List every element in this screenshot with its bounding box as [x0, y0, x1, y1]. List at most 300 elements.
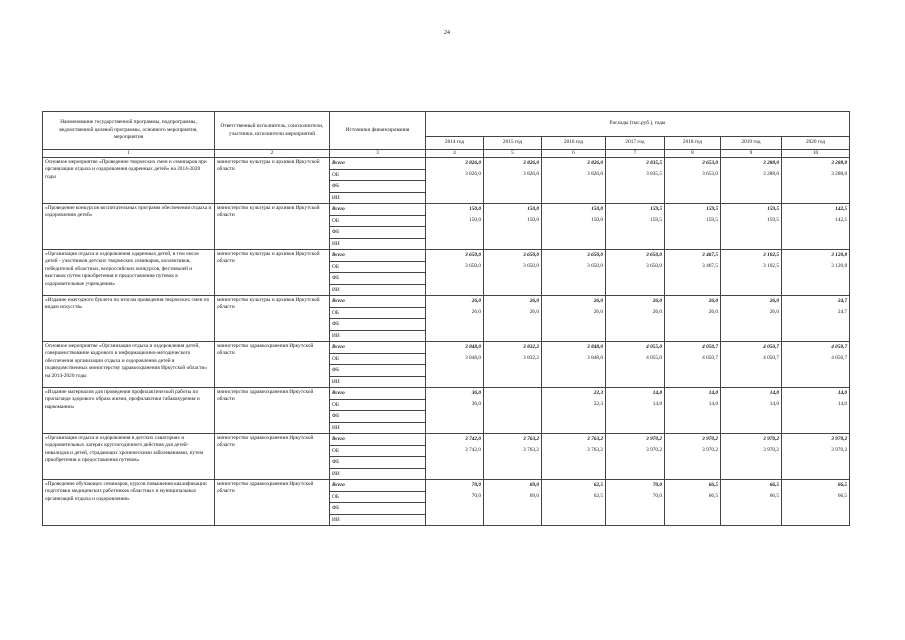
amount: 3 832,2: [523, 344, 539, 350]
amount: [542, 363, 605, 374]
amount: 70,0: [471, 482, 481, 488]
year-values: [606, 158, 665, 204]
amount: [606, 179, 664, 190]
amount: [721, 179, 781, 190]
amount: 4 050,7: [831, 344, 848, 350]
amount: [721, 328, 781, 339]
amount: [426, 179, 483, 190]
funding-source: ФБ: [330, 365, 425, 377]
amount: 4 050,7: [702, 344, 718, 350]
amount: 3 835,5: [646, 160, 662, 166]
amount: 3 120,8: [831, 262, 848, 269]
amount: [782, 190, 849, 201]
amount: [782, 236, 849, 247]
amount: [721, 317, 781, 328]
amount: 26,0: [529, 308, 539, 315]
year-values: [606, 480, 665, 526]
amount: 14,0: [769, 400, 779, 407]
column-number: 8: [665, 150, 721, 158]
amount: [426, 190, 483, 201]
funding-source: ФБ: [330, 503, 425, 515]
year-values: [721, 480, 782, 526]
column-number: 5: [484, 150, 542, 158]
funding-source: Всего: [330, 388, 425, 400]
header-executor: Ответственный исполнитель, соисполнители, участники, исполнители мероприятий: [215, 112, 330, 150]
year-values: [665, 250, 721, 296]
amount: 3 970,2: [763, 436, 779, 442]
amount: [665, 374, 720, 385]
amount: 3 970,2: [702, 436, 718, 442]
amount: 3 848,0: [465, 354, 481, 361]
header-year: 2018 год: [665, 137, 721, 150]
amount: [782, 466, 849, 477]
amount: [782, 179, 849, 190]
activity-name: Основное мероприятие «Проведение творческих смен и семинаров при организации отдыха и оздоровления одаренных детей» на 2014-2020 годы: [43, 158, 215, 204]
funding-source: ИИ: [332, 470, 340, 477]
year-values: [606, 296, 665, 342]
amount: 62,5: [593, 492, 603, 499]
amount: 26,0: [708, 298, 718, 304]
amount: [426, 466, 483, 477]
amount: [606, 225, 664, 236]
amount: [665, 328, 720, 339]
amount: [721, 501, 781, 512]
amount: [606, 236, 664, 247]
amount: [426, 455, 483, 466]
year-values: [484, 480, 542, 526]
year-values: [484, 342, 542, 388]
funding-sources: [330, 480, 426, 526]
activity-name: «Издание материалов для проведения профилактической работы по пропаганде здорового образа жизни, профилактики табакокурения и наркомании»: [43, 388, 215, 434]
amount: 3 970,2: [646, 436, 662, 442]
column-number: 6: [542, 150, 606, 158]
column-number: 3: [330, 150, 426, 158]
year-values: [782, 296, 850, 342]
amount: 3 826,0: [587, 170, 603, 177]
amount: 3 288,0: [831, 160, 848, 166]
amount: [484, 282, 541, 293]
year-values: [542, 204, 606, 250]
amount: 3 848,0: [587, 354, 603, 361]
amount: [484, 317, 541, 328]
amount: 150,0: [527, 206, 539, 212]
amount: [665, 271, 720, 282]
executor: министерство здравоохранения Иркутской области: [215, 480, 330, 526]
amount: 4 055,0: [646, 344, 662, 350]
year-values: [606, 250, 665, 296]
year-values: [542, 158, 606, 204]
funding-source: ФБ: [330, 181, 425, 193]
amount: [782, 282, 849, 293]
funding-source: ИИ: [332, 194, 340, 201]
amount: [721, 455, 781, 466]
amount: 24,7: [837, 308, 848, 315]
amount: [782, 455, 849, 466]
amount: [484, 374, 541, 385]
table-row: [43, 480, 850, 526]
amount: 3 467,5: [702, 262, 718, 269]
funding-source: ФБ: [330, 227, 425, 239]
amount: 3 650,0: [587, 262, 603, 269]
funding-source: ОБ: [330, 308, 425, 320]
amount: [782, 512, 849, 523]
amount: 3 835,5: [646, 170, 662, 177]
amount: [542, 501, 605, 512]
funding-source: ИИ: [332, 286, 340, 293]
amount: [665, 501, 720, 512]
year-values: [426, 158, 484, 204]
amount: 150,0: [469, 216, 481, 223]
year-values: [484, 434, 542, 480]
amount: 3 742,0: [465, 446, 481, 453]
amount: [542, 282, 605, 293]
amount: 3 763,2: [523, 436, 539, 442]
amount: 142,5: [835, 216, 848, 223]
amount: 66,5: [708, 482, 718, 488]
funding-sources: [330, 342, 426, 388]
executor: министерство культуры и архивов Иркутской области: [215, 158, 330, 204]
amount: 3 742,0: [465, 436, 481, 442]
amount: [606, 466, 664, 477]
amount: [542, 179, 605, 190]
amount: [484, 420, 541, 431]
year-values: [426, 388, 484, 434]
year-values: [665, 434, 721, 480]
amount: [782, 501, 849, 512]
amount: [484, 363, 541, 374]
funding-source: ФБ: [330, 457, 425, 469]
amount: [426, 271, 483, 282]
amount: 159,5: [767, 206, 779, 212]
amount: [542, 374, 605, 385]
amount: 3 763,2: [587, 436, 603, 442]
amount: [484, 388, 541, 399]
amount: [665, 317, 720, 328]
header-year: 2017 год: [606, 137, 665, 150]
header-year: 2020 год: [782, 137, 850, 150]
amount: [426, 363, 483, 374]
year-values: [606, 388, 665, 434]
funding-source: ФБ: [330, 319, 425, 331]
amount: [542, 317, 605, 328]
amount: 3 650,0: [587, 252, 603, 258]
amount: 3 650,0: [465, 252, 481, 258]
amount: 159,5: [650, 206, 662, 212]
year-values: [721, 434, 782, 480]
amount: 3 832,2: [523, 354, 539, 361]
amount: [721, 236, 781, 247]
amount: [542, 236, 605, 247]
amount: 3 826,0: [587, 160, 603, 166]
amount: 3 288,0: [831, 170, 848, 177]
amount: 3 288,0: [763, 160, 779, 166]
amount: 3 763,2: [523, 446, 539, 453]
amount: [782, 363, 849, 374]
amount: 26,0: [471, 298, 481, 304]
amount: [484, 225, 541, 236]
funding-source: Всего: [330, 204, 425, 216]
amount: [484, 466, 541, 477]
year-values: [606, 342, 665, 388]
amount: [426, 282, 483, 293]
amount: 4 050,7: [831, 354, 848, 361]
amount: [721, 282, 781, 293]
year-values: [484, 204, 542, 250]
year-values: [542, 388, 606, 434]
amount: [782, 328, 849, 339]
activity-name: «Издание ежегодного буклета по итогам проведения творческих смен по видам искусств»: [43, 296, 215, 342]
amount: 14,0: [837, 400, 848, 407]
amount: [484, 328, 541, 339]
executor: министерство здравоохранения Иркутской области: [215, 342, 330, 388]
table-row: [43, 342, 850, 388]
amount: 150,0: [469, 206, 481, 212]
amount: [782, 317, 849, 328]
amount: [606, 420, 664, 431]
amount: 159,5: [706, 216, 718, 223]
amount: 69,0: [529, 492, 539, 499]
amount: [665, 409, 720, 420]
amount: [542, 409, 605, 420]
column-number: 9: [721, 150, 782, 158]
amount: [484, 455, 541, 466]
year-values: [721, 250, 782, 296]
amount: [665, 282, 720, 293]
financing-table: [42, 111, 850, 526]
year-values: [665, 480, 721, 526]
year-values: [542, 296, 606, 342]
year-values: [426, 250, 484, 296]
amount: 3 102,5: [763, 262, 779, 269]
year-values: [426, 342, 484, 388]
amount: 14,8: [652, 390, 662, 396]
year-values: [542, 250, 606, 296]
column-number: 4: [426, 150, 484, 158]
activity-name: «Проведение конкурсов воспитательных программ обеспечения отдыха и оздоровления детей»: [43, 204, 215, 250]
amount: [606, 190, 664, 201]
amount: 66,5: [708, 492, 718, 499]
table-row: [43, 158, 850, 204]
year-values: [782, 480, 850, 526]
amount: 3 650,0: [523, 252, 539, 258]
amount: [426, 328, 483, 339]
year-values: [665, 296, 721, 342]
amount: [665, 466, 720, 477]
funding-sources: [330, 158, 426, 204]
year-values: [665, 388, 721, 434]
amount: [484, 236, 541, 247]
funding-source: ОБ: [330, 170, 425, 182]
amount: 66,5: [837, 482, 848, 488]
funding-sources: [330, 250, 426, 296]
year-values: [426, 434, 484, 480]
year-values: [484, 296, 542, 342]
header-year: 2016 год: [542, 137, 606, 150]
year-values: [721, 158, 782, 204]
amount: 3 848,0: [465, 344, 481, 350]
amount: 3 970,2: [646, 446, 662, 453]
amount: 22,3: [593, 400, 603, 407]
executor: министерство культуры и архивов Иркутской области: [215, 250, 330, 296]
amount: 4 050,7: [702, 354, 718, 361]
amount: [606, 512, 664, 523]
amount: [606, 328, 664, 339]
amount: [782, 225, 849, 236]
amount: [426, 317, 483, 328]
executor: министерство культуры и архивов Иркутской области: [215, 204, 330, 250]
funding-source: Всего: [330, 342, 425, 354]
header-year: 2015 год: [484, 137, 542, 150]
year-values: [665, 204, 721, 250]
year-values: [484, 388, 542, 434]
amount: [606, 317, 664, 328]
amount: [484, 409, 541, 420]
amount: 70,0: [652, 482, 662, 488]
amount: 3 653,0: [702, 170, 718, 177]
funding-source: Всего: [330, 158, 425, 170]
funding-source: Всего: [330, 250, 425, 262]
amount: 26,0: [769, 298, 779, 304]
amount: 3 970,2: [831, 436, 848, 442]
amount: [426, 420, 483, 431]
year-values: [665, 342, 721, 388]
amount: 3 653,0: [702, 160, 718, 166]
year-values: [426, 296, 484, 342]
amount: 3 650,0: [646, 262, 662, 269]
amount: [721, 512, 781, 523]
header-year: 2014 год: [426, 137, 484, 150]
amount: 3 970,2: [763, 446, 779, 453]
year-values: [782, 342, 850, 388]
amount: [426, 512, 483, 523]
funding-sources: [330, 434, 426, 480]
funding-source: Всего: [330, 296, 425, 308]
amount: [542, 225, 605, 236]
funding-source: ОБ: [330, 262, 425, 274]
year-values: [721, 204, 782, 250]
header-expenses: Расходы (тыс.руб.), годы: [426, 112, 850, 137]
funding-source: ИИ: [332, 240, 340, 247]
amount: [426, 374, 483, 385]
year-values: [426, 480, 484, 526]
activity-name: Основное мероприятие «Организация отдыха и оздоровления детей, совершенствование кадрового и информационно-методического обеспечения организации отдыха и оздоровления детей в подведомственных министерству здравоохранения Иркутской области» на 2014-2020 годы: [43, 342, 215, 388]
funding-source: ОБ: [330, 400, 425, 412]
amount: 159,5: [767, 216, 779, 223]
funding-sources: [330, 296, 426, 342]
amount: [542, 455, 605, 466]
amount: [542, 271, 605, 282]
amount: [484, 190, 541, 201]
year-values: [542, 434, 606, 480]
amount: [426, 409, 483, 420]
executor: министерство здравоохранения Иркутской области: [215, 388, 330, 434]
amount: 14,0: [708, 390, 718, 396]
amount: 3 826,0: [465, 170, 481, 177]
amount: 22,3: [593, 390, 603, 396]
funding-source: ОБ: [330, 446, 425, 458]
year-values: [782, 204, 850, 250]
amount: [721, 374, 781, 385]
amount: [665, 455, 720, 466]
amount: 4 050,7: [763, 344, 779, 350]
amount: 26,0: [593, 298, 603, 304]
amount: 70,0: [471, 492, 481, 499]
table-row: [43, 250, 850, 296]
year-values: [606, 204, 665, 250]
amount: [721, 271, 781, 282]
amount: 62,5: [593, 482, 603, 488]
funding-source: Всего: [330, 480, 425, 492]
amount: [606, 409, 664, 420]
amount: [782, 420, 849, 431]
amount: 159,5: [706, 206, 718, 212]
page-number: 24: [444, 30, 450, 36]
amount: [782, 271, 849, 282]
amount: [484, 512, 541, 523]
header-source: Источники финансирования: [330, 112, 426, 150]
amount: 150,0: [591, 216, 603, 223]
funding-source: ФБ: [330, 273, 425, 285]
amount: 3 970,2: [831, 446, 848, 453]
amount: [665, 190, 720, 201]
amount: [721, 225, 781, 236]
amount: 69,0: [529, 482, 539, 488]
amount: 26,0: [471, 308, 481, 315]
amount: 3 120,8: [831, 252, 848, 258]
amount: 66,5: [837, 492, 848, 499]
amount: [665, 512, 720, 523]
amount: [665, 225, 720, 236]
amount: [606, 374, 664, 385]
amount: 66,5: [769, 492, 779, 499]
amount: 26,0: [652, 308, 662, 315]
funding-source: ОБ: [330, 492, 425, 504]
funding-source: ФБ: [330, 411, 425, 423]
amount: 26,0: [652, 298, 662, 304]
amount: [426, 236, 483, 247]
amount: 36,0: [471, 390, 481, 396]
funding-source: ИИ: [332, 424, 340, 431]
year-values: [542, 342, 606, 388]
amount: 26,0: [529, 298, 539, 304]
year-values: [426, 204, 484, 250]
year-values: [782, 250, 850, 296]
funding-source: ИИ: [332, 378, 340, 385]
amount: 14,0: [837, 390, 848, 396]
year-values: [721, 342, 782, 388]
amount: [721, 409, 781, 420]
amount: 150,0: [591, 206, 603, 212]
amount: 14,8: [652, 400, 662, 407]
amount: 150,0: [527, 216, 539, 223]
table-row: [43, 388, 850, 434]
amount: 3 826,0: [523, 170, 539, 177]
year-values: [484, 250, 542, 296]
table-row: [43, 434, 850, 480]
amount: [542, 512, 605, 523]
amount: 3 848,0: [587, 344, 603, 350]
year-values: [782, 388, 850, 434]
funding-source: ОБ: [330, 354, 425, 366]
activity-name: «Организация отдыха и оздоровления в детских санаториях и оздоровительных лагерях круглогодичного действия для детей-инвалидов и детей, страдающих хроническими заболеваниями, путем приобретения и предоставления путевок»: [43, 434, 215, 480]
table-row: [43, 296, 850, 342]
amount: [426, 225, 483, 236]
amount: 159,5: [650, 216, 662, 223]
amount: 3 650,0: [646, 252, 662, 258]
amount: 4 055,0: [646, 354, 662, 361]
column-number: 10: [782, 150, 850, 158]
year-values: [542, 480, 606, 526]
